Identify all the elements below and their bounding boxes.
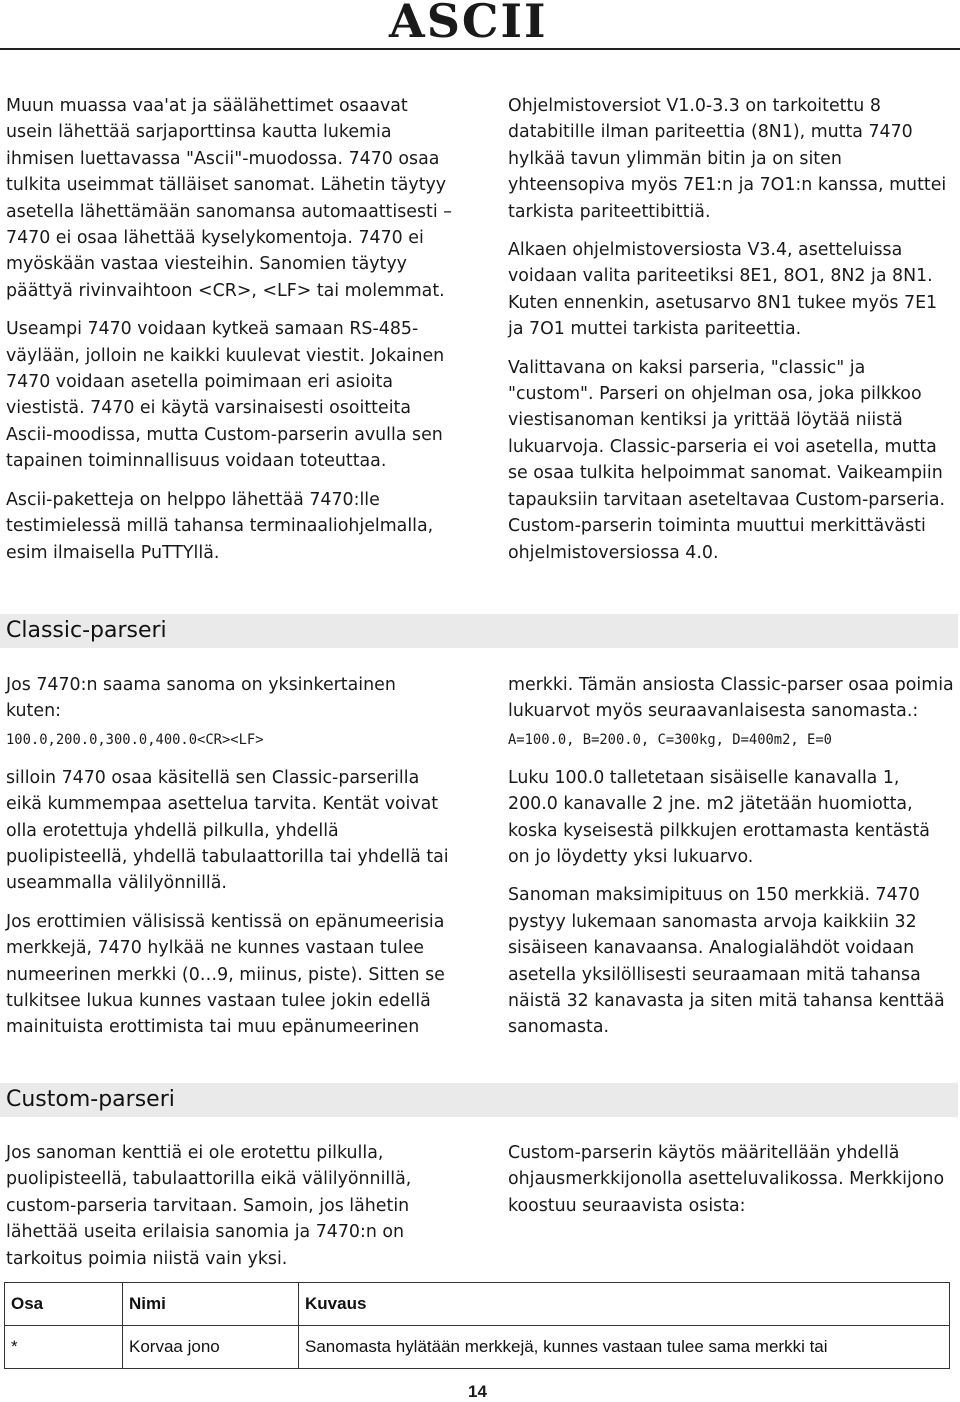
table-header-row bbox=[5, 1283, 950, 1326]
table-cell-nimi: Korvaa jono bbox=[123, 1326, 299, 1369]
custom-section-title: Custom-parseri bbox=[6, 1087, 175, 1112]
classic-example-simple: 100.0,200.0,300.0,400.0<CR><LF> bbox=[6, 731, 264, 748]
classic-left-paragraph-3: Jos erottimien välisissä kentissä on epänumeerisia merkkejä, 7470 hylkää ne kunnes vastaan tulee numeerinen merkki (0…9, miinus, piste). Sitten se tulkitsee lukua kunnes vastaan tulee jokin edellä mainituista erottimista tai muu epänumeerinen bbox=[6, 911, 445, 1038]
classic-section-title: Classic-parseri bbox=[6, 618, 167, 643]
page-number: 14 bbox=[468, 1382, 487, 1401]
table-header-nimi: Nimi bbox=[123, 1283, 299, 1326]
classic-left-column bbox=[6, 672, 452, 1041]
custom-right-column bbox=[508, 1140, 954, 1219]
classic-example-labeled: A=100.0, B=200.0, C=300kg, D=400m2, E=0 bbox=[508, 731, 832, 748]
intro-right-paragraph-3: Valittavana on kaksi parseria, "classic" ja "custom". Parseri on ohjelman osa, joka pilkkoo viestisanoman kentiksi ja yrittää löytää niistä lukuarvoja. Classic-parseria ei voi asetella, mutta se osaa tulkita helpoimmat sanomat. Vaikeampiin tapauksiin tarvitaan aseteltavaa Custom-parseria. Custom-parserin toiminta muuttui merkittävästi ohjelmistoversiossa 4.0. bbox=[508, 357, 946, 563]
classic-right-paragraph-2: Luku 100.0 talletetaan sisäiselle kanavalla 1, 200.0 kanavalle 2 jne. m2 jätetään huomiotta, koska kyseisestä pilkkujen erottamasta kentästä on jo löydetty yksi lukuarvo. bbox=[508, 767, 930, 868]
title-rule bbox=[0, 48, 960, 50]
intro-left-paragraph-1: Muun muassa vaa'at ja säälähettimet osaavat usein lähettää sarjaporttinsa kautta lukemia ihmisen luettavassa "Ascii"-muodossa. 7470 osaa tulkita useimmat tälläiset sanomat. Lähetin täytyy asetella lähettämään sanomansa automaattisesti – 7470 ei osaa lähettää kyselykomentoja. 7470 ei myöskään vastaa viesteihin. Sanomien täytyy päättyä rivinvaihtoon <CR>, <LF> tai molemmat. bbox=[6, 96, 452, 301]
table-row bbox=[5, 1326, 950, 1369]
intro-left-paragraph-2: Useampi 7470 voidaan kytkeä samaan RS-485-väylään, jolloin ne kaikki kuulevat viestit. Jokainen 7470 voidaan asetella poimimaan eri asioita viestistä. 7470 ei käytä varsinaisesti osoitteita Ascii-moodissa, mutta Custom-parserin avulla sen tapainen toiminnallisuus voidaan toteuttaa. bbox=[6, 319, 445, 472]
custom-left-paragraph-1: Jos sanoman kenttiä ei ole erotettu pilkulla, puolipisteellä, tabulaattorilla eikä välilyönnillä, custom-parseria tarvitaan. Samoin, jos lähetin lähettää useita erilaisia sanomia ja 7470:n on tarkoitus poimia niistä vain yksi. bbox=[6, 1143, 412, 1269]
classic-left-paragraph-1: Jos 7470:n saama sanoma on yksinkertainen kuten: bbox=[6, 675, 396, 722]
classic-section-header bbox=[0, 614, 958, 648]
table-cell-osa: * bbox=[5, 1326, 123, 1369]
classic-right-column bbox=[508, 672, 954, 1041]
intro-left-paragraph-3: Ascii-paketteja on helppo lähettää 7470:lle testimielessä millä tahansa terminaaliohjelmalla, esim ilmaisella PuTTYllä. bbox=[6, 489, 434, 563]
intro-left-column bbox=[6, 93, 452, 566]
classic-right-paragraph-1: merkki. Tämän ansiosta Classic-parser osaa poimia lukuarvot myös seuraavanlaisesta sanomasta.: bbox=[508, 675, 954, 722]
intro-right-column bbox=[508, 93, 954, 566]
custom-left-column bbox=[6, 1140, 452, 1272]
table-header-osa: Osa bbox=[5, 1283, 123, 1326]
table-cell-kuvaus: Sanomasta hylätään merkkejä, kunnes vastaan tulee sama merkki tai bbox=[299, 1326, 950, 1369]
parser-parts-table bbox=[4, 1282, 950, 1369]
intro-right-paragraph-1: Ohjelmistoversiot V1.0-3.3 on tarkoitettu 8 databitille ilman pariteettia (8N1), mutta 7470 hylkää tavun ylimmän bitin ja on siten yhteensopiva myös 7E1:n ja 7O1:n kanssa, muttei tarkista pariteettibittiä. bbox=[508, 96, 947, 222]
intro-right-paragraph-2: Alkaen ohjelmistoversiosta V3.4, asetteluissa voidaan valita pariteetiksi 8E1, 8O1, 8N2 ja 8N1. Kuten ennenkin, asetusarvo 8N1 tukee myös 7E1 ja 7O1 muttei tarkista pariteettia. bbox=[508, 240, 938, 340]
classic-right-paragraph-3: Sanoman maksimipituus on 150 merkkiä. 7470 pystyy lukemaan sanomasta arvoja kaikkiin 32 sisäiseen kanavaansa. Analogialähdöt voidaan asetella yksilöllisesti seuraamaan mitä tahansa näistä 32 kanavasta ja siten mitä tahansa kenttää sanomasta. bbox=[508, 885, 945, 1038]
classic-left-paragraph-2: silloin 7470 osaa käsitellä sen Classic-parserilla eikä kummempaa asettelua tarvita. Kentät voivat olla erotettuja yhdellä pilkulla, yhdellä puolipisteellä, yhdellä tabulaattorilla tai yhdellä tai useammalla välilyönnillä. bbox=[6, 767, 449, 894]
custom-section-header bbox=[0, 1083, 958, 1117]
page-title: ASCII bbox=[389, 0, 548, 48]
custom-right-paragraph-1: Custom-parserin käytös määritellään yhdellä ohjausmerkkijonolla asetteluvalikossa. Merkkijono koostuu seuraavista osista: bbox=[508, 1143, 945, 1216]
table-header-kuvaus: Kuvaus bbox=[299, 1283, 950, 1326]
